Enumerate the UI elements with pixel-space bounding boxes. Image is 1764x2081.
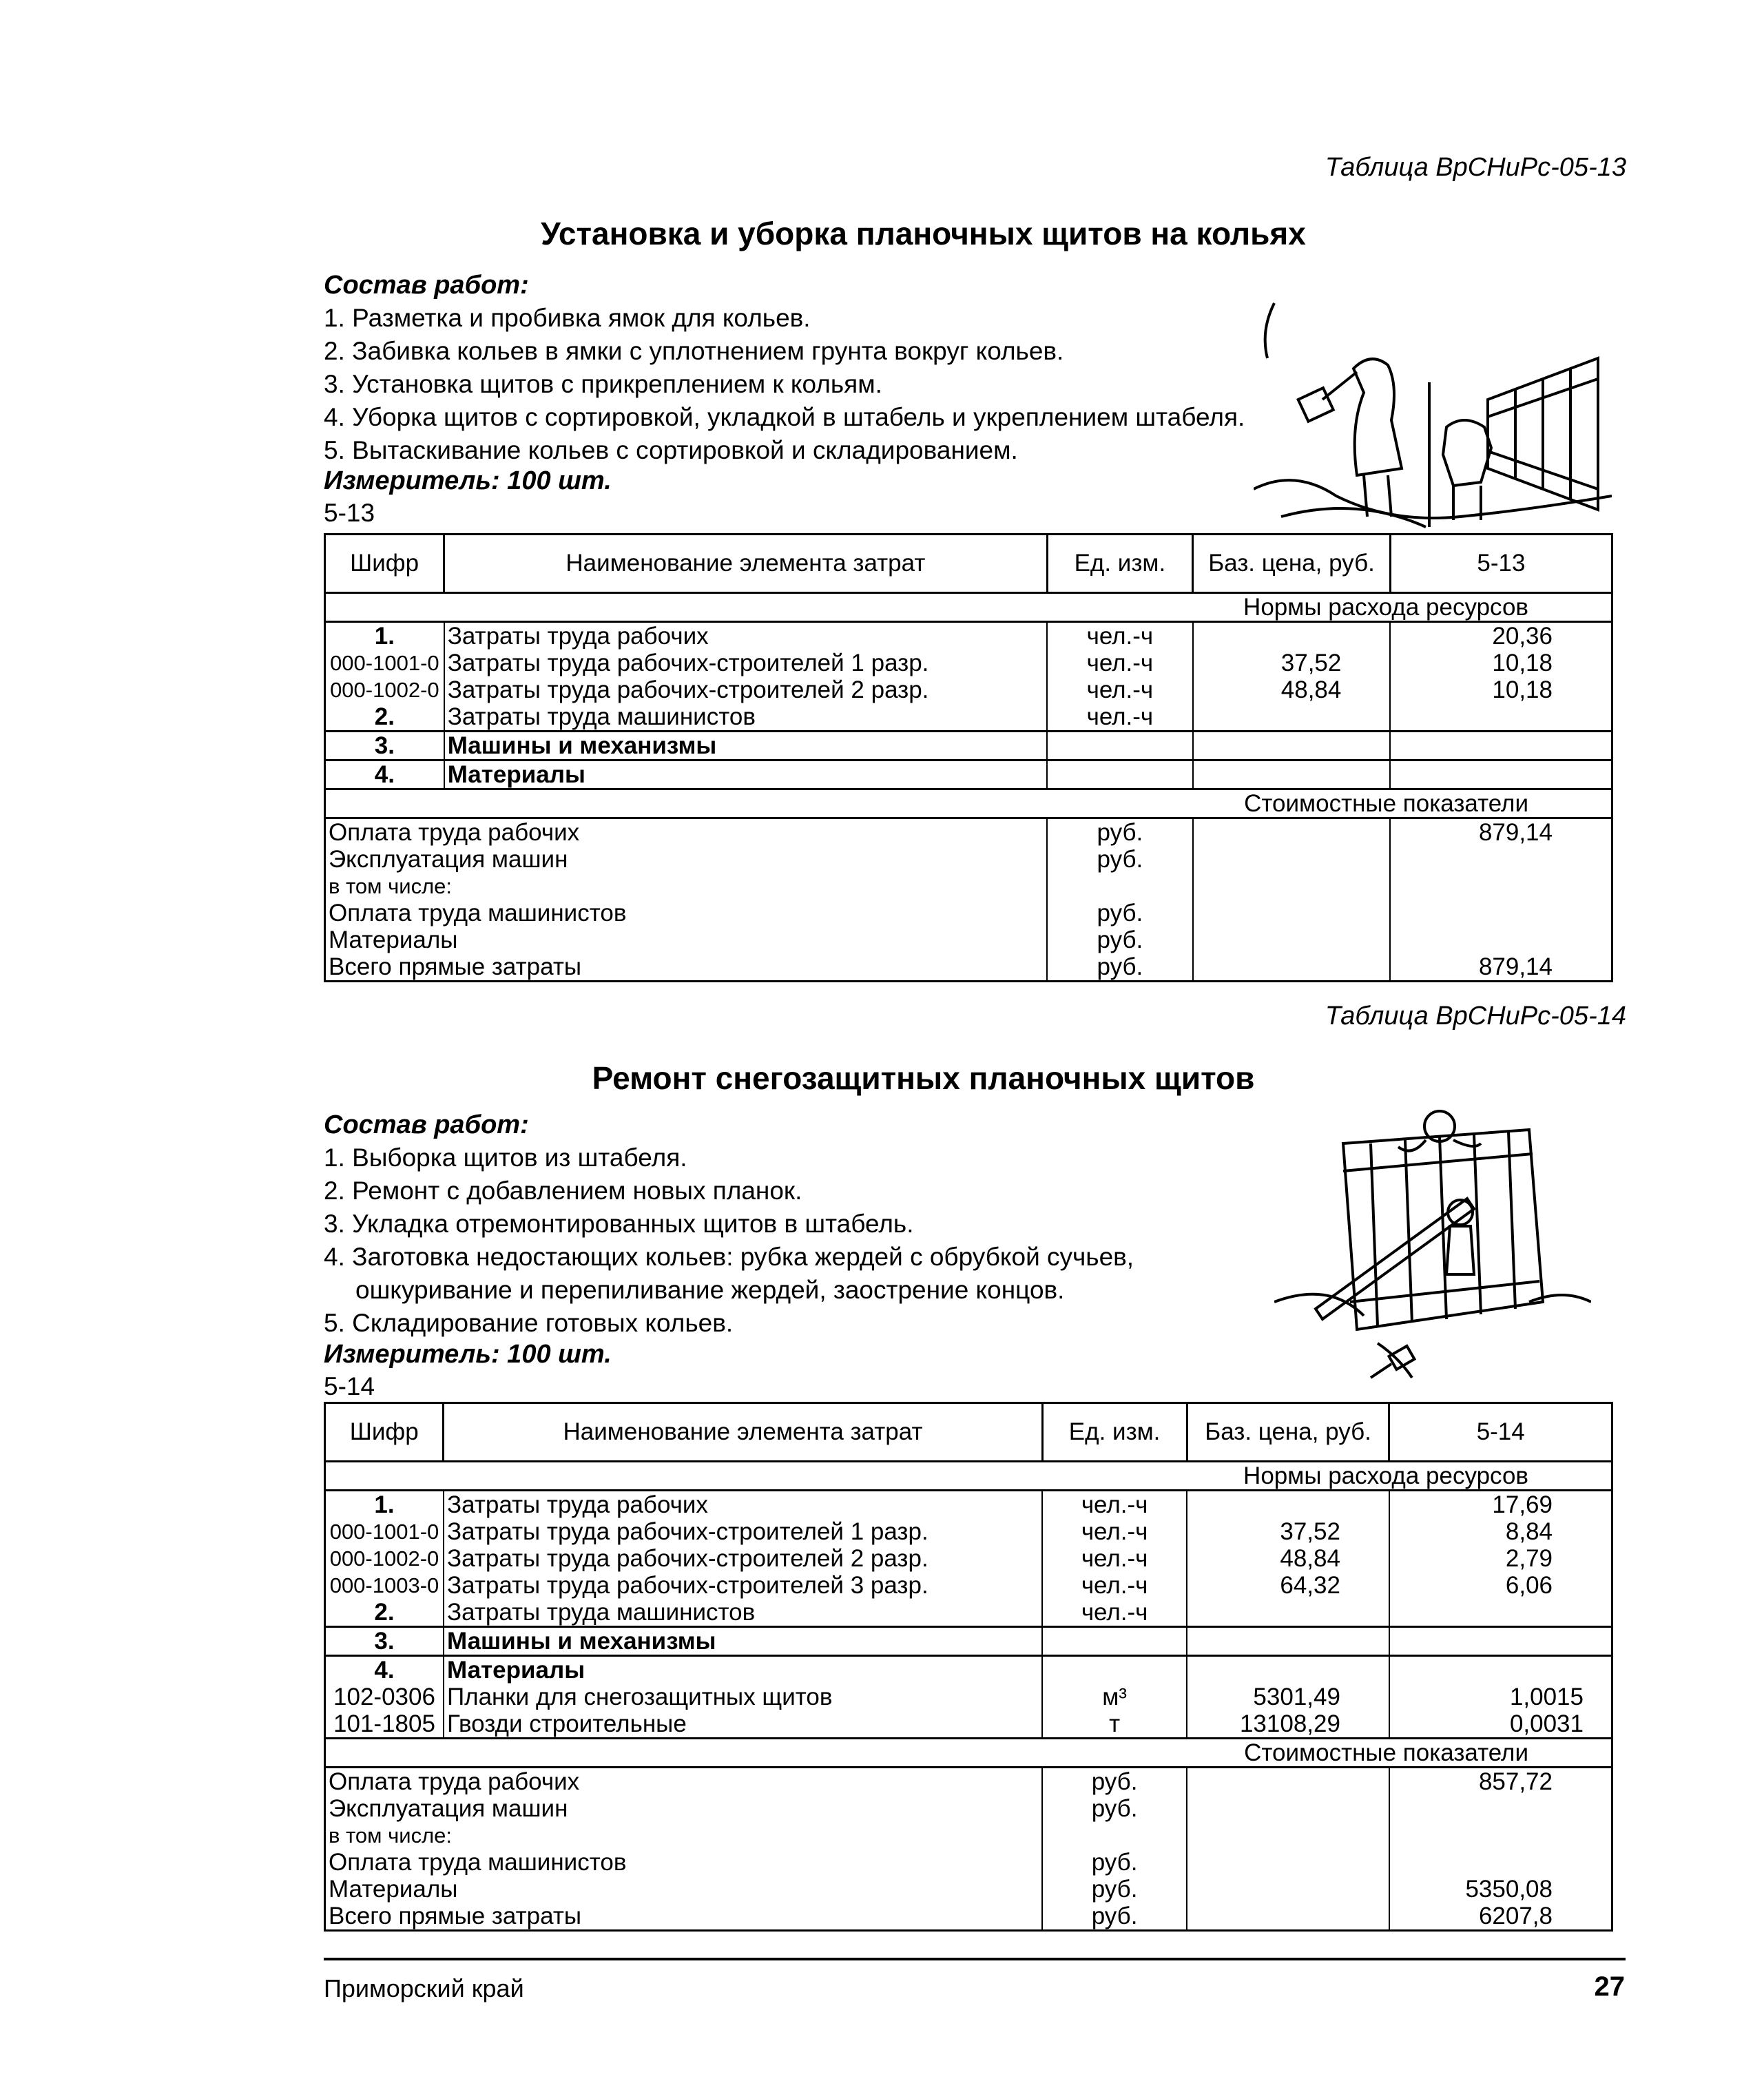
resource-table-2 <box>324 1402 1613 1932</box>
measurement-unit-1: Измеритель: 100 шт. <box>324 466 612 495</box>
norms-section-label: Нормы расхода ресурсов <box>325 1462 1612 1491</box>
col-header-norm: 5-13 <box>1390 535 1612 593</box>
table-row: 4. Материалы <box>325 1656 1612 1684</box>
table-code-1: 5-13 <box>324 499 375 527</box>
col-header-name: Наименование элемента затрат <box>444 1403 1042 1462</box>
col-header-price: Баз. цена, руб. <box>1187 1403 1389 1462</box>
table-row: 1. Затраты труда рабочих чел.-ч 20,36 <box>325 622 1612 650</box>
work-item: 1. Разметка и пробивка ямок для кольев. <box>324 304 811 332</box>
work-list-1 <box>324 302 1245 467</box>
table-row: 000-1001-0 Затраты труда рабочих-строителей 1 разр. чел.-ч 37,52 8,84 <box>325 1518 1612 1545</box>
cost-section-label: Стоимостные показатели <box>325 789 1612 818</box>
cost-row: Оплата труда машинистов руб. <box>325 900 1612 926</box>
work-composition-label-1: Состав работ: <box>324 271 529 300</box>
table-row: 102-0306 Планки для снегозащитных щитов м³ 5301,49 1,0015 <box>325 1684 1612 1710</box>
footer-region: Приморский край <box>324 1974 524 2002</box>
work-item: 5. Вытаскивание кольев с сортировкой и складированием. <box>324 436 1018 464</box>
table-row: 101-1805 Гвозди строительные т 13108,29 0,0031 <box>325 1710 1612 1739</box>
table-row: 000-1002-0 Затраты труда рабочих-строителей 2 разр. чел.-ч 48,84 2,79 <box>325 1545 1612 1572</box>
col-header-code: Шифр <box>325 535 444 593</box>
section-title-2: Ремонт снегозащитных планочных щитов <box>592 1060 1255 1096</box>
table-row: 2. Затраты труда машинистов чел.-ч <box>325 1599 1612 1627</box>
table-header-row <box>325 1403 1612 1462</box>
table-reference-2: Таблица ВрСНиРс-05-14 <box>1325 1002 1626 1031</box>
table-row: 000-1002-0 Затраты труда рабочих-строителей 2 разр. чел.-ч 48,84 10,18 <box>325 676 1612 703</box>
table-row: 1. Затраты труда рабочих чел.-ч 17,69 <box>325 1491 1612 1519</box>
cost-row: в том числе: <box>325 873 1612 900</box>
table-row: 000-1003-0 Затраты труда рабочих-строителей 3 разр. чел.-ч 64,32 6,06 <box>325 1572 1612 1599</box>
table-row: 3. Машины и механизмы <box>325 732 1612 760</box>
cost-row: Оплата труда машинистов руб. <box>325 1849 1612 1876</box>
work-item: 5. Складирование готовых кольев. <box>324 1309 734 1337</box>
col-header-unit: Ед. изм. <box>1042 1403 1187 1462</box>
work-composition-label-2: Состав работ: <box>324 1110 529 1139</box>
work-item: 4. Заготовка недостающих кольев: рубка жердей с обрубкой сучьев, <box>324 1243 1134 1271</box>
table-code-2: 5-14 <box>324 1372 375 1400</box>
table-reference-1: Таблица ВрСНиРс-05-13 <box>1325 153 1626 182</box>
col-header-name: Наименование элемента затрат <box>444 535 1047 593</box>
work-item-continued: ошкуривание и перепиливание жердей, заострение концов. <box>355 1276 1065 1304</box>
col-header-price: Баз. цена, руб. <box>1193 535 1391 593</box>
page-number: 27 <box>1594 1971 1625 2002</box>
cost-section-label: Стоимостные показатели <box>325 1739 1612 1768</box>
work-item: 3. Установка щитов с прикреплением к кольям. <box>324 370 882 398</box>
cost-row: Материалы руб. <box>325 926 1612 953</box>
section-title-1: Установка и уборка планочных щитов на кольях <box>541 216 1306 251</box>
workers-repairing-fence-illustration <box>1274 1095 1591 1385</box>
work-item: 2. Забивка кольев в ямки с уплотнением грунта вокруг кольев. <box>324 337 1064 365</box>
footer-divider <box>324 1958 1626 1960</box>
work-list-2 <box>324 1141 1134 1340</box>
cost-row: Эксплуатация машин руб. <box>325 1795 1612 1822</box>
cost-row: Всего прямые затраты руб. 6207,8 <box>325 1903 1612 1931</box>
workers-installing-fence-illustration <box>1254 289 1612 530</box>
work-item: 3. Укладка отремонтированных щитов в штабель. <box>324 1210 914 1238</box>
resource-table-1 <box>324 533 1613 982</box>
cost-row: Эксплуатация машин руб. <box>325 846 1612 873</box>
table-row: 2. Затраты труда машинистов чел.-ч <box>325 703 1612 732</box>
cost-row: Материалы руб. 5350,08 <box>325 1876 1612 1903</box>
cost-row: Оплата труда рабочих руб. 879,14 <box>325 818 1612 847</box>
work-item: 4. Уборка щитов с сортировкой, укладкой в штабель и укреплением штабеля. <box>324 403 1245 431</box>
table-row: 3. Машины и механизмы <box>325 1627 1612 1656</box>
work-item: 2. Ремонт с добавлением новых планок. <box>324 1177 802 1205</box>
cost-row: Всего прямые затраты руб. 879,14 <box>325 953 1612 982</box>
table-row: 000-1001-0 Затраты труда рабочих-строителей 1 разр. чел.-ч 37,52 10,18 <box>325 650 1612 676</box>
col-header-code: Шифр <box>325 1403 444 1462</box>
work-item: 1. Выборка щитов из штабеля. <box>324 1143 687 1172</box>
table-row: 4. Материалы <box>325 760 1612 789</box>
cost-row: в том числе: <box>325 1822 1612 1849</box>
col-header-unit: Ед. изм. <box>1047 535 1193 593</box>
col-header-norm: 5-14 <box>1389 1403 1612 1462</box>
norms-section-label: Нормы расхода ресурсов <box>325 593 1612 622</box>
cost-row: Оплата труда рабочих руб. 857,72 <box>325 1768 1612 1796</box>
table-header-row <box>325 535 1612 593</box>
measurement-unit-2: Измеритель: 100 шт. <box>324 1340 612 1369</box>
